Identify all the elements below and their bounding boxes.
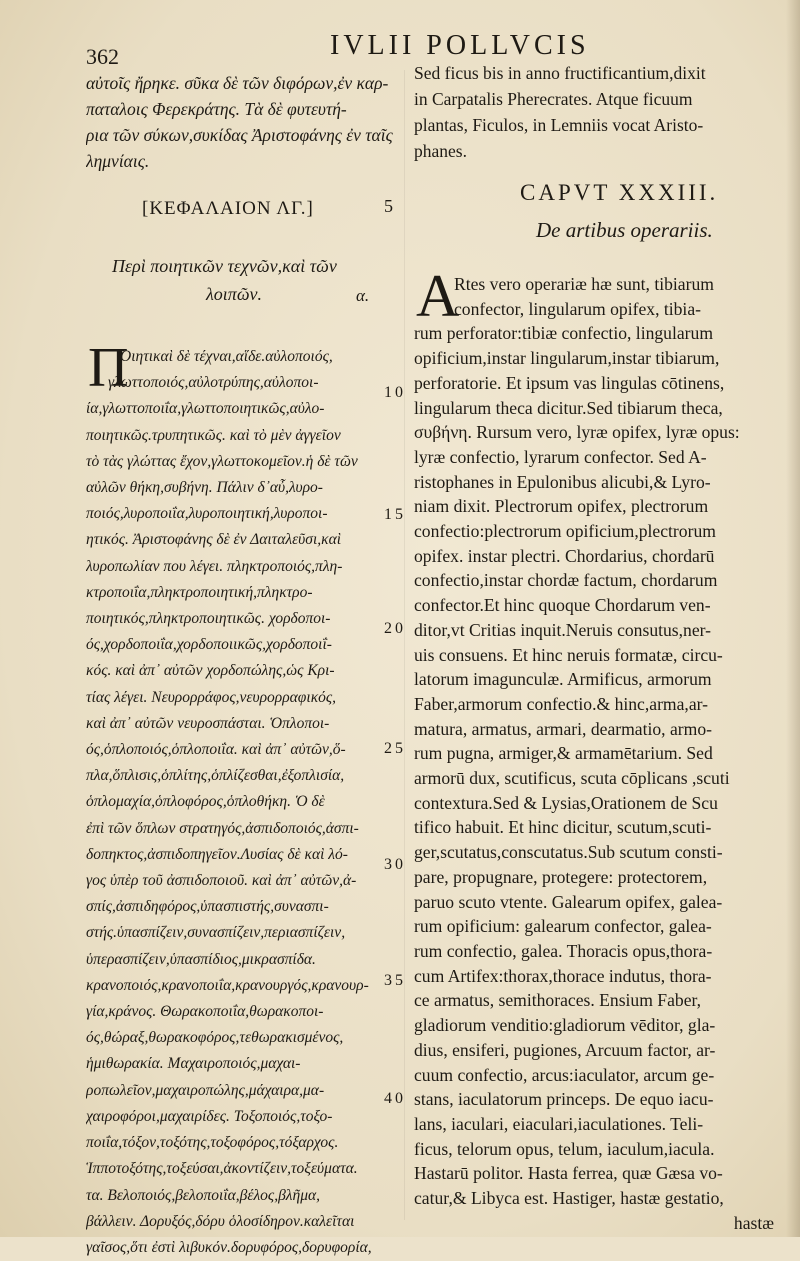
latin-line: catur,& Libyca est. Hastiger, hastæ gestatio,	[414, 1188, 724, 1209]
latin-line: ditor,vt Critias inquit.Neruis consutus,ner-	[414, 619, 712, 640]
latin-line: hastæ	[733, 1212, 774, 1233]
latin-line: rum opificium: galearum confector, galea-	[414, 916, 712, 937]
latin-line: paruo scuto vtente. Galearum opifex, galea-	[414, 891, 723, 912]
latin-line: lyræ confectio, lyrarum confector. Sed A-	[414, 446, 707, 467]
greek-chapter-title: Περὶ ποιητικῶν τεχνῶν,καὶ τῶν	[112, 256, 337, 276]
greek-line: δοπηκτος,ἀσπιδοπηγεῖον.Λυσίας δὲ καὶ λό-	[86, 845, 348, 863]
latin-line: Faber,armorum confectio.& hinc,arma,ar-	[414, 693, 708, 714]
latin-body-text	[414, 272, 794, 1235]
latin-chapter-heading: CAPVT XXXIII.	[520, 180, 719, 205]
latin-line: matura, armatus, armari, dearmatio, armo-	[414, 718, 712, 739]
greek-line: ὑπερασπίζειν,ὑπασπίδιος,μικρασπίδα.	[86, 950, 316, 968]
greek-line: ία,γλωττοποιΐα,γλωττοποιητικῶς,αὐλο-	[86, 400, 325, 418]
latin-line: dius, ensiferi, pugiones, Arcuum factor, ar-	[414, 1039, 716, 1060]
greek-line: ροπωλεῖον,μαχαιροπώλης,μάχαιρα,μα-	[86, 1081, 325, 1099]
latin-line: rum pugna, armiger,& armamētarium. Sed	[414, 743, 713, 764]
greek-line: ποιητικός,πληκτροποιητικῶς. χορδοποι-	[86, 610, 331, 628]
latin-line: gladiorum venditio:gladiorum vēditor, gla-	[414, 1015, 716, 1036]
greek-line: ποιός,λυροποιΐα,λυροποιητική,λυροποι-	[86, 505, 328, 523]
latin-top-paragraph	[414, 60, 792, 164]
latin-line: contextura.Sed & Lysias,Orationem de Scu	[414, 792, 718, 813]
greek-top-line: ρια τῶν σύκων,συκίδας Ἀριστοφάνης ἐν ταῖς	[86, 125, 393, 145]
margin-line-number: 10	[384, 384, 406, 401]
greek-line: ποιΐα,τόξον,τοξότης,τοξοφόρος,τόξαρχος.	[86, 1134, 339, 1152]
greek-line: πλα,ὅπλισις,ὁπλίτης,ὁπλίζεσθαι,ἐξοπλισία,	[86, 767, 345, 785]
greek-line: ἐπὶ τῶν ὅπλων στρατηγός,ἀσπιδοποιός,ἀσπι-	[86, 819, 359, 837]
latin-line: pare, propugnare, protegere: protectorem,	[414, 866, 708, 887]
greek-line: ός,θώραξ,θωρακοφόρος,τεθωρακισμένος,	[86, 1029, 344, 1047]
greek-line: ποιητικῶς.τρυπητικῶς. καὶ τὸ μὲν ἀγγεῖον	[86, 426, 341, 444]
latin-line: ristophanes in Epulonibus alicubi,& Lyro-	[414, 471, 711, 492]
latin-line: opificium,instar lingularum,instar tibiarum,	[414, 348, 720, 369]
greek-line: γία,κράνος. Θωρακοποιΐα,θωρακοποι-	[86, 1003, 324, 1021]
latin-line: Hastarū politor. Hasta ferrea, quæ Gæsa vo-	[414, 1163, 723, 1184]
greek-line: Ἱπποτοξότης,τοξεύσαι,ἀκοντίζειν,τοξεύματα.	[86, 1160, 358, 1178]
latin-line: cuum confectio, arcus:iaculator, arcum ge-	[414, 1064, 715, 1085]
greek-section-marker: α.	[356, 286, 370, 305]
latin-line: perforatorie. Et ipsum vas lingulas cōtinens,	[414, 372, 725, 393]
latin-line: ficus, telorum opus, telum, iaculum,iacula.	[414, 1138, 715, 1159]
latin-line: rum perforator:tibiæ confectio, lingularum	[414, 323, 714, 344]
latin-line: confectio:plectrorum opificium,plectrorum	[414, 521, 716, 542]
page-number: 362	[86, 44, 119, 69]
latin-line: lans, iaculari, eiaculari,iaculationes. Teli-	[414, 1113, 704, 1134]
greek-line: Οιητικαὶ δὲ τέχναι,αἵδε.αὐλοποιός,	[120, 348, 333, 365]
greek-line: τὸ τὰς γλώττας ἔχον,γλωττοκομεῖον.ἡ δὲ τῶν	[86, 452, 358, 470]
greek-line: βάλλειν. Δορυξός,δόρυ ὁλοσίδηρον.καλεῖται	[86, 1212, 355, 1230]
greek-chapter-heading: [ΚΕΦΑΛΑΙΟΝ ΛΓ.]	[142, 198, 314, 219]
greek-drop-cap: Π	[88, 337, 129, 399]
greek-line: κρανοποιός,κρανοποιΐα,κρανουργός,κρανουρ-	[86, 976, 369, 994]
latin-line: lingularum theca dicitur.Sed tibiarum theca,	[414, 397, 723, 418]
column-gutter	[404, 70, 405, 1220]
latin-line: tifico habuit. Et hinc dicitur, scutum,scuti-	[414, 817, 712, 838]
latin-line: rum confectio, galea. Thoracis opus,thora-	[414, 940, 713, 961]
latin-line: uis consuens. Et hinc neruis formatæ, circu-	[414, 644, 723, 665]
latin-line: armorū dux, scutificus, scuta cōplicans ,scuti	[414, 768, 730, 789]
greek-line: κτροποιΐα,πληκτροποιητική,πληκτρο-	[86, 583, 313, 601]
latin-line: niam dixit. Plectrorum opifex, plectrorum	[414, 496, 709, 517]
latin-drop-cap: A	[416, 263, 460, 329]
greek-line: ός,ὁπλοποιός,ὁπλοποιΐα. καὶ ἀπ᾽ αὐτῶν,ὅ-	[86, 741, 346, 759]
latin-line: latorum imagunculæ. Armificus, armorum	[414, 669, 712, 690]
latin-line: cum Artifex:thorax,thorace indutus, thora-	[414, 965, 712, 986]
latin-line: stans, iaculatorum princeps. De equo iacu-	[414, 1089, 714, 1110]
greek-top-line: λημνίαις.	[86, 151, 150, 171]
greek-chapter-title-cont: λοιπῶν.	[206, 284, 263, 304]
greek-line: τίας λέγει. Νευρορράφος,νευρορραφικός,	[86, 688, 337, 706]
latin-top-line: plantas, Ficulos, in Lemniis vocat Aristo-	[414, 115, 704, 135]
greek-top-line: παταλοις Φερεκράτης. Τὰ δὲ φυτευτή-	[86, 99, 347, 119]
greek-line: γλωττοποιός,αὐλοτρύπης,αὐλοποι-	[108, 374, 319, 392]
margin-line-number: 15	[384, 506, 406, 523]
greek-line: αὐλῶν θήκη,συβήνη. Πάλιν δ᾽αὖ,λυρο-	[86, 479, 323, 497]
latin-line: confector, lingularum opifex, tibia-	[454, 298, 701, 319]
margin-line-number: 5	[384, 196, 393, 216]
latin-line: Rtes vero operariæ hæ sunt, tibiarum	[454, 274, 714, 294]
margin-line-number: 30	[384, 856, 406, 873]
greek-line: ἡμιθωρακία. Μαχαιροποιός,μαχαι-	[86, 1055, 301, 1073]
greek-line: στής.ὑπασπίζειν,συνασπίζειν,περιασπίζειν,	[86, 924, 346, 942]
latin-line: ce armatus, semithoraces. Ensium Faber,	[414, 990, 702, 1011]
latin-line: συβήνη. Rursum vero, lyræ opifex, lyræ opus:	[414, 422, 740, 443]
margin-line-number: 20	[384, 620, 406, 637]
greek-body-text	[86, 344, 386, 1261]
greek-line: ός,χορδοποιΐα,χορδοποιικῶς,χορδοποιΐ-	[86, 636, 332, 654]
greek-line: γαῖσος,ὅτι ἐστὶ λιβυκόν.δορυφόρος,δορυφορία,	[86, 1238, 372, 1256]
margin-line-number: 25	[384, 740, 406, 757]
greek-line: καὶ ἀπ᾽ αὐτῶν νευροσπάσται. Ὁπλοποι-	[86, 714, 330, 732]
greek-line: γος ὑπὲρ τοῦ ἀσπιδοποιοῦ. καὶ ἀπ᾽ αὐτῶν,ἀ-	[86, 872, 357, 890]
greek-top-line: αὐτοῖς ἤρηκε. σῦκα δὲ τῶν διφόρων,ἐν καρ-	[86, 73, 389, 93]
latin-chapter-title: De artibus operariis.	[536, 218, 713, 242]
greek-line: κός. καὶ ἀπ᾽ αὐτῶν χορδοπώλης,ὡς Κρι-	[86, 662, 335, 680]
latin-line: confector.Et hinc quoque Chordarum ven-	[414, 595, 711, 616]
latin-top-line: Sed ficus bis in anno fructificantium,dixit	[414, 63, 706, 83]
greek-line: τα. Βελοποιός,βελοποιΐα,βέλος,βλῆμα,	[86, 1186, 321, 1204]
latin-line: confectio,instar chordæ factum, chordarum	[414, 570, 718, 591]
greek-top-paragraph	[86, 70, 404, 174]
latin-top-line: in Carpatalis Pherecrates. Atque ficuum	[414, 89, 693, 109]
greek-line: χαιροφόροι,μαχαιρίδες. Τοξοποιός,τοξο-	[86, 1107, 333, 1125]
latin-line: ger,scutatus,conscutatus.Sub scutum consti-	[414, 842, 723, 863]
latin-line: opifex. instar plectri. Chordarius, chordarū	[414, 545, 715, 566]
greek-line: λυροπωλίαν που λέγει. πληκτροποιός,πλη-	[86, 557, 343, 575]
margin-line-number: 40	[384, 1090, 406, 1107]
latin-top-line: phanes.	[414, 141, 467, 161]
greek-line: ὁπλομαχία,ὁπλοφόρος,ὁπλοθήκη. Ὁ δὲ	[86, 793, 325, 811]
running-title: IVLII POLLVCIS	[330, 30, 590, 61]
margin-line-number: 35	[384, 972, 406, 989]
greek-line: ητικός. Ἀριστοφάνης δὲ ἐν Δαιταλεῦσι,καὶ	[86, 531, 342, 549]
greek-line: σπίς,ἀσπιδηφόρος,ὑπασπιστής,συνασπι-	[86, 898, 329, 916]
